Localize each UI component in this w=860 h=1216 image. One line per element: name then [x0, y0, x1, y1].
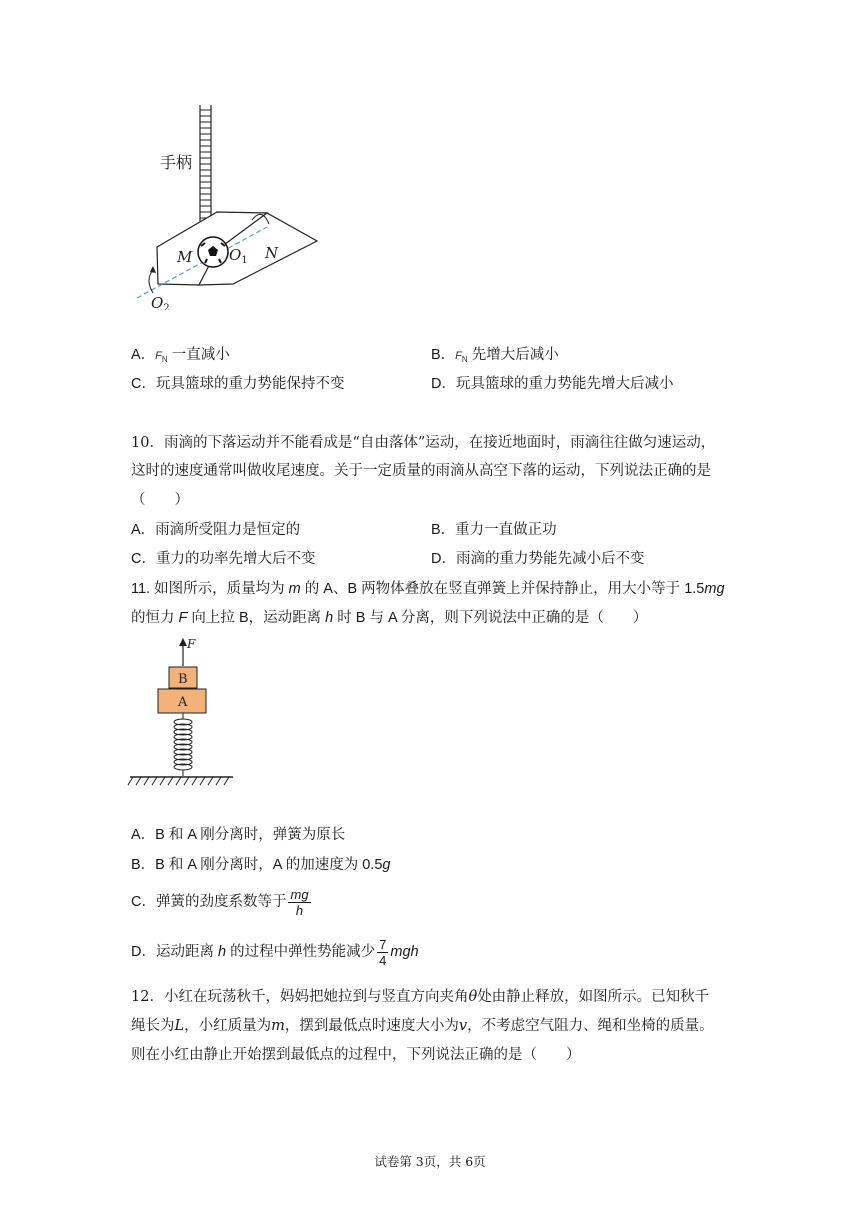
basketball-figure	[125, 100, 325, 310]
block-a-label: A	[178, 695, 188, 710]
q10-option-c: C．重力的功率先增大后不变	[131, 551, 316, 567]
q11-option-c: C．弹簧的劲度系数等于 $\frac{mg}{h}$	[131, 886, 309, 918]
q10-option-a: A．雨滴所受阻力是恒定的	[131, 522, 301, 538]
q10-option-d: D．雨滴的重力势能先减小后不变	[431, 551, 645, 567]
q10-line-1: 10．雨滴的下落运动并不能看成是“自由落体”运动，在接近地面时，雨滴往往做匀速运动，	[131, 435, 716, 451]
fn-symbol: $F_N$	[155, 350, 168, 365]
label-o1: $O_1$	[229, 246, 248, 266]
q10-line-3: （ ）	[131, 492, 189, 508]
q11-line-1: 11. 如图所示，质量均为 m 的 A、B 两物体叠放在竖直弹簧上并保持静止，用大小等于 1.5mg	[131, 581, 725, 597]
q11-line-2: 的恒力 F 向上拉 B，运动距离 h 时 B 与 A 分离，则下列说法中正确的是（ ）	[131, 610, 648, 626]
block-b-label: B	[178, 672, 188, 687]
q9-option-b: B．$F_N$ 先增大后减小	[431, 347, 559, 365]
fraction-mg-over-h: $\frac{mg}{h}$	[290, 886, 309, 918]
fraction-7-over-4: $\frac{7}{4}$	[379, 936, 387, 968]
q9-option-a: A．$F_N$ 一直减小	[131, 347, 230, 365]
q11-option-b: B．B 和 A 刚分离时，A 的加速度为 0.5g	[131, 857, 391, 873]
force-label: F	[187, 637, 196, 651]
label-m: M	[177, 248, 193, 266]
q11-option-a: A．B 和 A 刚分离时，弹簧为原长	[131, 827, 346, 843]
q9-option-c: C．玩具篮球的重力势能保持不变	[131, 376, 345, 392]
handle-label: 手柄	[160, 153, 193, 172]
q11-option-d: D．运动距离 h 的过程中弹性势能减少 $\frac{7}{4}$ mgh	[131, 936, 419, 968]
fn-symbol: $F_N$	[455, 350, 468, 365]
spring-figure	[125, 632, 240, 792]
label-n: N	[265, 244, 279, 262]
q12-line-1: 12．小红在玩荡秋千，妈妈把她拉到与竖直方向夹角θ处由静止释放，如图所示。已知秋千	[131, 989, 710, 1005]
q9-option-d: D．玩具篮球的重力势能先增大后减小	[431, 376, 674, 392]
page-footer: 试卷第 3页，共 6页	[374, 1154, 486, 1169]
label-o2: $O_2$	[151, 294, 170, 310]
q10-line-2: 这时的速度通常叫做收尾速度。关于一定质量的雨滴从高空下落的运动，下列说法正确的是	[131, 463, 711, 479]
q12-line-2: 绳长为L，小红质量为m，摆到最低点时速度大小为v，不考虑空气阻力、绳和坐椅的质量。	[131, 1018, 714, 1034]
q12-line-3: 则在小红由静止开始摆到最低点的过程中，下列说法正确的是（ ）	[131, 1047, 581, 1063]
q10-option-b: B．重力一直做正功	[431, 522, 557, 538]
